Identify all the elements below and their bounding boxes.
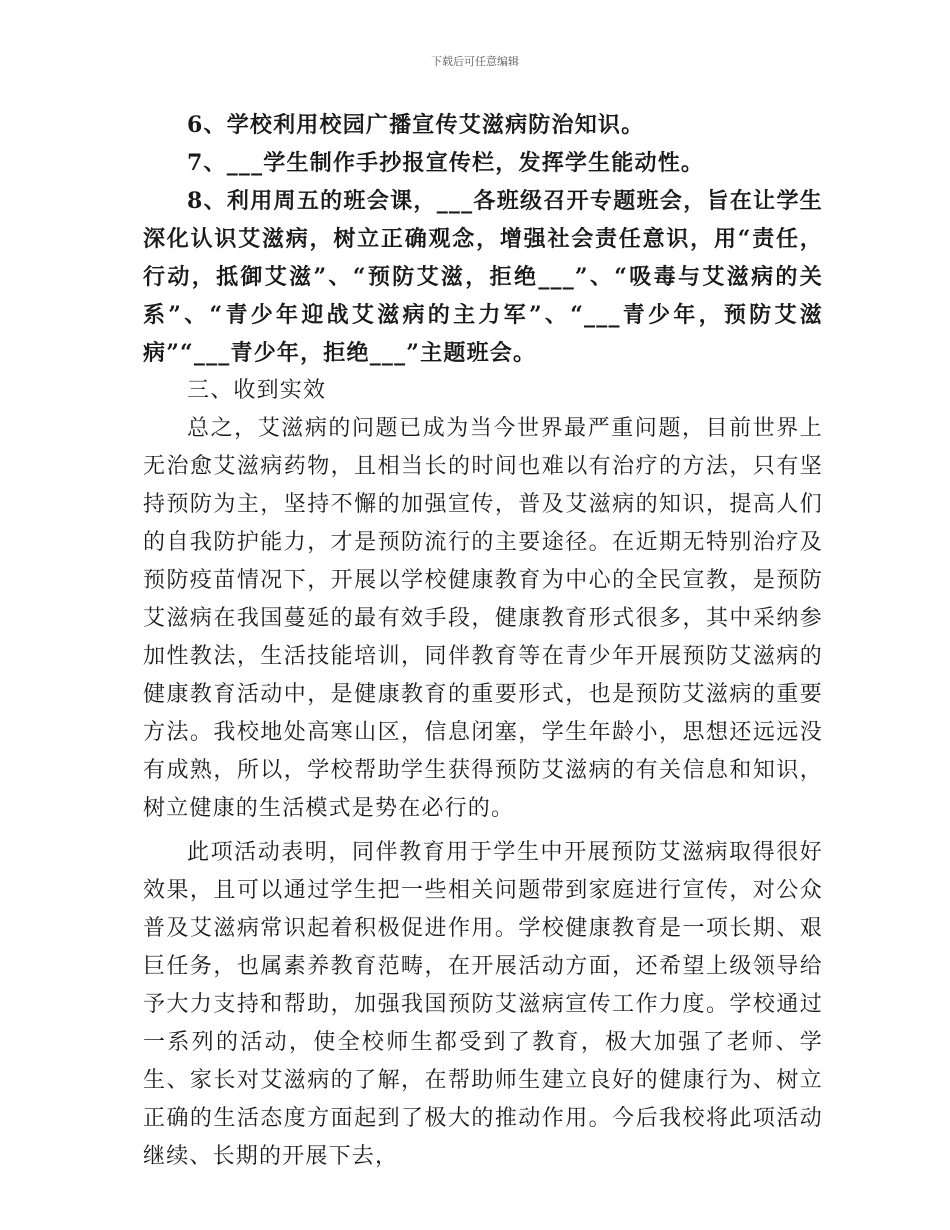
list-item-7: 7、___学生制作手抄报宣传栏，发挥学生能动性。 (187, 150, 705, 176)
page-header: 下载后可任意编辑 (431, 55, 519, 68)
paragraph-conclusion: 此项活动表明，同伴教育用于学生中开展预防艾滋病取得很好效果，且可以通过学生把一些相关问题带到家庭进行宣传，对公众普及艾滋病常识起着积极促进作用。学校健康教育是一项长期、艰巨任务，也属素养教育范畴，在开展活动方面，还希望上级领导给予大力支持和帮助，加强我国预防艾滋病宣传工作力度。学校通过一系列的活动，使全校师生都受到了教育，极大加强了老师、学生、家长对艾滋病的了解，在帮助师生建立良好的健康行为、树立正确的生活态度方面起到了极大的推动作用。今后我校将此项活动继续、长期的开展下去， (143, 840, 823, 1169)
list-item-8: 8、利用周五的班会课，___各班级召开专题班会，旨在让学生深化认识艾滋病，树立正确观念，增强社会责任意识，用“责任，行动，抵御艾滋”、“预防艾滋，拒绝___”、“吸毒与艾滋病的关系”、“青少年迎战艾滋病的主力军”、“___青少年，预防艾滋病”“___青少年，拒绝___”主题班会。 (143, 188, 823, 366)
list-item-6: 6、学校利用校园广播宣传艾滋病防治知识。 (187, 112, 645, 138)
section-heading: 三、收到实效 (187, 378, 327, 403)
paragraph-summary: 总之，艾滋病的问题已成为当今世界最严重问题，目前世界上无治愈艾滋病药物，且相当长的时间也难以有治疗的方法，只有坚持预防为主，坚持不懈的加强宣传，普及艾滋病的知识，提高人们的自我防护能力，才是预防流行的主要途径。在近期无特别治疗及预防疫苗情况下，开展以学校健康教育为中心的全民宣教，是预防艾滋病在我国蔓延的最有效手段，健康教育形式很多，其中采纳参加性教法，生活技能培训，同伴教育等在青少年开展预防艾滋病的健康教育活动中，是健康教育的重要形式，也是预防艾滋病的重要方法。我校地处高寒山区，信息闭塞，学生年龄小，思想还远远没有成熟，所以，学校帮助学生获得预防艾滋病的有关信息和知识，树立健康的生活模式是势在必行的。 (143, 416, 823, 821)
document-body (143, 106, 823, 1176)
